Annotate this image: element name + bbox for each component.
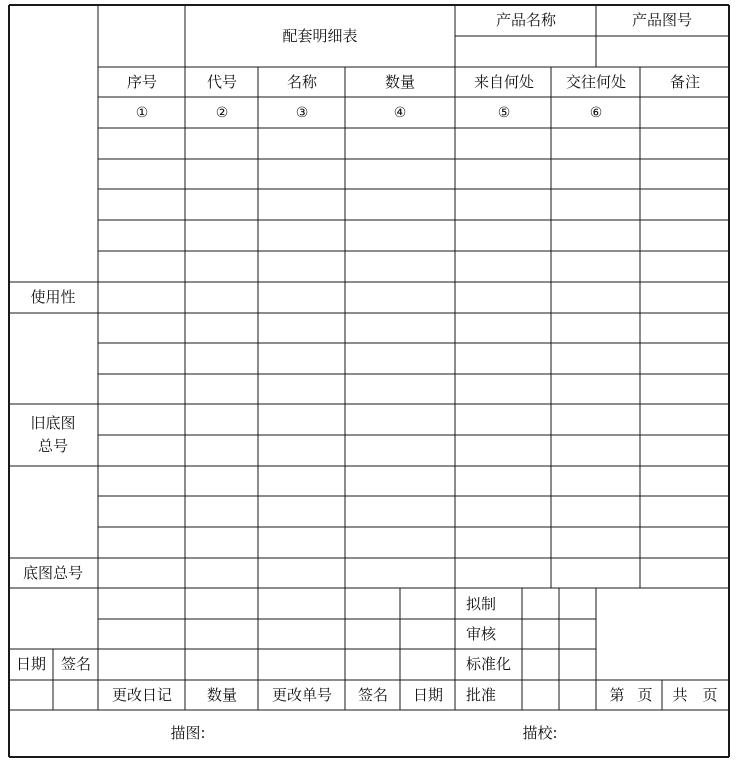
page-label-2: 页	[637, 686, 653, 704]
col-number-3: ③	[295, 105, 309, 121]
review-label: 审核	[466, 625, 497, 643]
approve-label: 批准	[466, 686, 497, 704]
footer-signature-label: 签名	[357, 686, 389, 704]
product-name-label: 产品名称	[495, 11, 557, 29]
draft-label: 拟制	[466, 595, 497, 613]
checked-by-label: 描校:	[522, 724, 558, 742]
footer-quantity-label: 数量	[206, 686, 238, 704]
col-number-2: ②	[215, 105, 229, 121]
page-label-1: 第	[609, 686, 625, 704]
table-grid	[9, 5, 729, 757]
footer-date-label: 日期	[412, 686, 444, 704]
old-base-label-line1: 旧底图	[30, 414, 76, 432]
col-name-header: 名称	[286, 73, 318, 91]
old-base-label-line2: 总号	[37, 437, 69, 455]
drawn-by-label: 描图:	[170, 724, 206, 742]
base-total-label: 底图总号	[22, 564, 84, 582]
signature-label: 签名	[60, 655, 92, 673]
col-number-6: ⑥	[589, 105, 603, 121]
col-source-header: 来自何处	[473, 73, 535, 91]
date-label: 日期	[15, 655, 47, 673]
col-remarks-header: 备注	[669, 73, 701, 91]
col-number-5: ⑤	[497, 105, 511, 121]
col-number-1: ①	[135, 105, 149, 121]
product-drawing-no-label: 产品图号	[631, 11, 693, 29]
usage-label: 使用性	[30, 288, 76, 306]
col-code-header: 代号	[206, 73, 238, 91]
col-destination-header: 交往何处	[565, 73, 627, 91]
change-no-label: 更改单号	[271, 686, 333, 704]
total-pages-label-1: 共	[672, 686, 688, 704]
col-seq-header: 序号	[126, 73, 158, 91]
standardize-label: 标准化	[466, 655, 512, 673]
col-quantity-header: 数量	[384, 73, 416, 91]
total-pages-label-2: 页	[702, 686, 718, 704]
change-log-label: 更改日记	[111, 686, 173, 704]
table-title: 配套明细表	[282, 27, 358, 45]
col-number-4: ④	[393, 105, 407, 121]
